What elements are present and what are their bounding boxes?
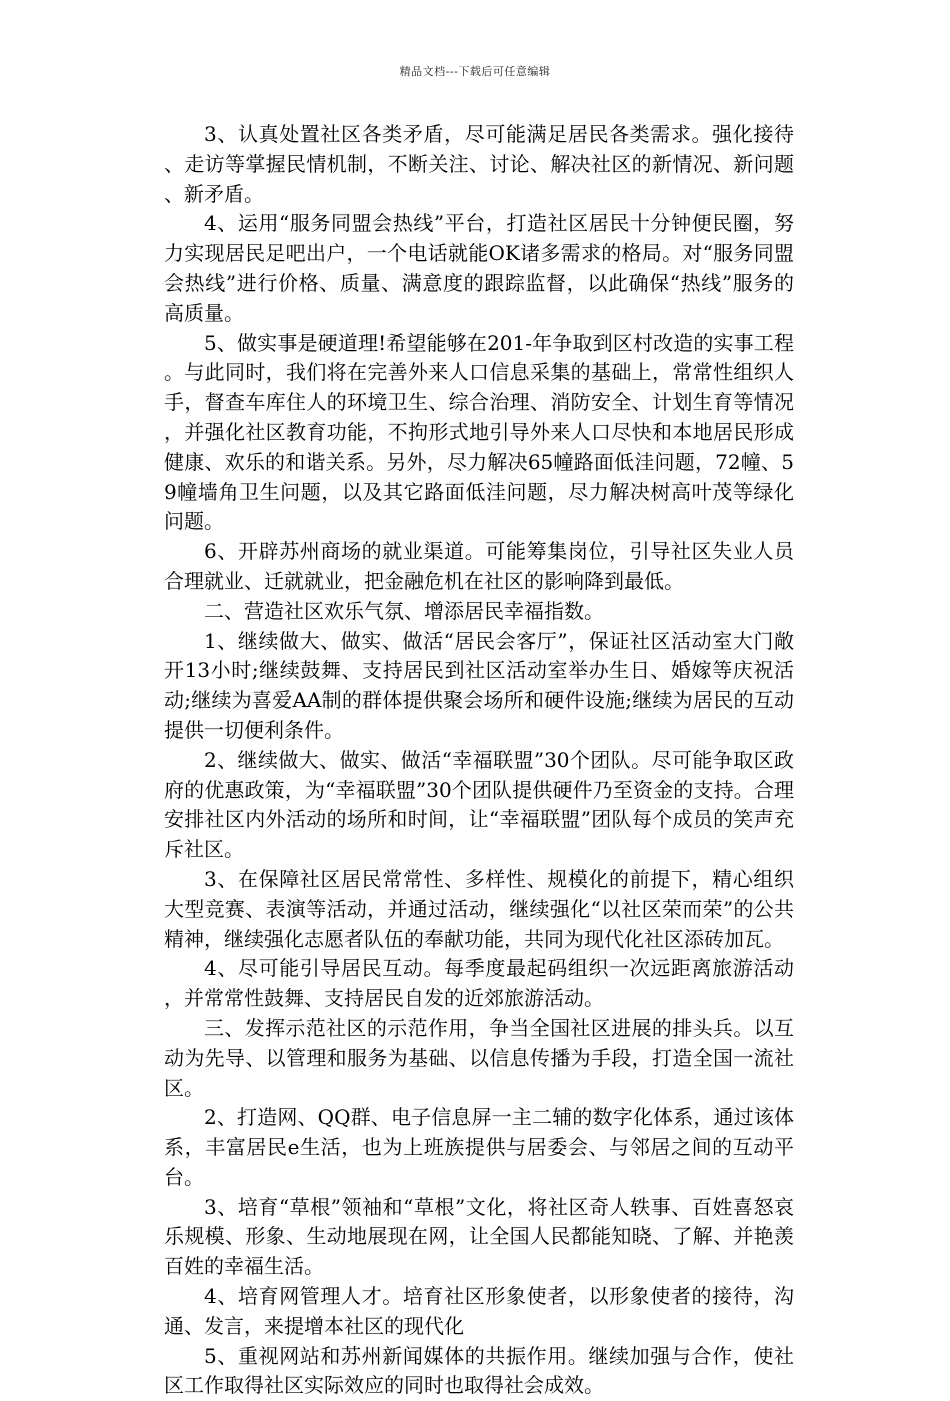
- paragraph-item-4-web-talent: 4、培育网管理人才。培育社区形象使者，以形象使者的接待，沟通、发言，来提增本社区的现代化: [164, 1284, 794, 1338]
- section-heading-2: 二、营造社区欢乐气氛、增添居民幸福指数。: [204, 598, 604, 623]
- section-heading-3: 三、发挥示范社区的示范作用，争当全国社区进展的排头兵。以互动为先导、以管理和服务为基础、以信息传播为手段，打造全国一流社区。: [164, 1015, 794, 1100]
- paragraph-item-3-handle-conflicts: 3、认真处置社区各类矛盾，尽可能满足居民各类需求。强化接待、走访等掌握民情机制，不断关注、讨论、解决社区的新情况、新问题、新矛盾。: [164, 122, 794, 206]
- paragraph-item-3-large-events: 3、在保障社区居民常常性、多样性、规模化的前提下，精心组织大型竞赛、表演等活动，并通过活动，继续强化“以社区荣而荣”的公共精神，继续强化志愿者队伍的奉献功能，共同为现代化社区添砖加瓦。: [164, 866, 794, 951]
- paragraph-item-1-reception-hall: 1、继续做大、做实、做活“居民会客厅”，保证社区活动室大门敞开13小时;继续鼓舞、支持居民到社区活动室举办生日、婚嫁等庆祝活动;继续为喜爱AA制的群体提供聚会场所和硬件设施;继续为居民的互动提供一切便利条件。: [164, 628, 794, 742]
- paragraph-item-4-resident-interaction: 4、尽可能引导居民互动。每季度最起码组织一次远距离旅游活动，并常常性鼓舞、支持居民自发的近郊旅游活动。: [164, 956, 794, 1011]
- paragraph-item-2-happiness-alliance: 2、继续做大、做实、做活“幸福联盟”30个团队。尽可能争取区政府的优惠政策，为“幸福联盟”30个团队提供硬件乃至资金的支持。合理安排社区内外活动的场所和时间，让“幸福联盟”团队每个成员的笑声充斥社区。: [164, 747, 794, 862]
- paragraph-item-5-media-resonance: 5、重视网站和苏州新闻媒体的共振作用。继续加强与合作，使社区工作取得社区实际效应的同时也取得社会成效。: [164, 1343, 794, 1398]
- document-body: [164, 120, 794, 1401]
- paragraph-item-3-grassroots-culture: 3、培育“草根”领袖和“草根”文化，将社区奇人轶事、百姓喜怒哀乐规模、形象、生动地展现在网，让全国人民都能知晓、了解、并艳羡百姓的幸福生活。: [164, 1194, 794, 1279]
- paragraph-item-5-practical-work: 5、做实事是硬道理!希望能够在201-年争取到区村改造的实事工程。与此同时，我们将在完善外来人口信息采集的基础上，常常性组织人手，督查车库住人的环境卫生、综合治理、消防安全、计划生育等情况，并强化社区教育功能，不拘形式地引导外来人口尽快和本地居民形成健康、欢乐的和谐关系。另外，尽力解决65幢路面低洼问题，72幢、59幢墙角卫生问题，以及其它路面低洼问题，尽力解决树高叶茂等绿化问题。: [164, 330, 794, 534]
- paragraph-item-4-service-hotline: 4、运用“服务同盟会热线”平台，打造社区居民十分钟便民圈，努力实现居民足吧出户，一个电话就能OK诸多需求的格局。对“服务同盟会热线”进行价格、质量、满意度的跟踪监督，以此确保“热线”服务的高质量。: [164, 211, 794, 325]
- paragraph-item-2-digital-system: 2、打造网、QQ群、电子信息屏一主二辅的数字化体系，通过该体系，丰富居民e生活，也为上班族提供与居委会、与邻居之间的互动平台。: [164, 1105, 794, 1189]
- paragraph-item-6-employment: 6、开辟苏州商场的就业渠道。可能筹集岗位，引导社区失业人员合理就业、迁就就业，把金融危机在社区的影响降到最低。: [164, 539, 794, 593]
- page-header: 精品文档---下载后可任意编辑: [399, 65, 551, 78]
